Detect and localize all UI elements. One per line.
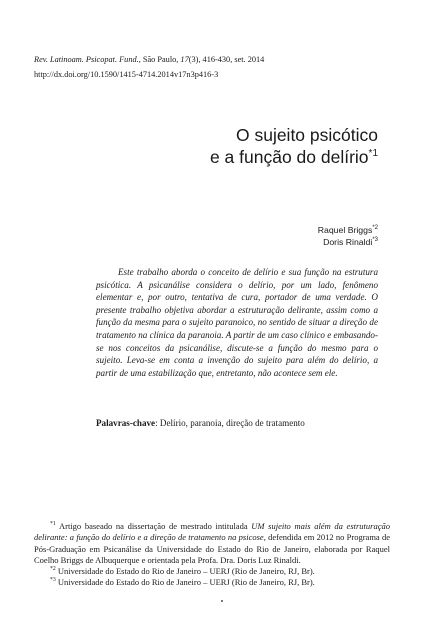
citation-line — [34, 52, 414, 67]
footnotes — [34, 521, 390, 589]
author-name: Raquel Briggs — [317, 225, 373, 235]
keywords-label: Palavras-chave — [96, 418, 156, 428]
author-list — [318, 224, 378, 248]
doi-link[interactable]: http://dx.doi.org/10.1590/1415-4714.2014v17n3p416-3 — [34, 70, 219, 79]
footnote-text: Universidade do Estado do Rio de Janeiro – UERJ (Rio de Janeiro, RJ, Br). — [55, 577, 315, 588]
journal-place: , São Paulo, — [138, 55, 181, 64]
footnote-text: , defendida em 2012 no Programa de Pós-Graduação em Psicanálise da Universidade do Estado do Rio de Janeiro, elaborada por Raquel Coelho Briggs de Albuquerque e orientada pela Profa. Dra. Doris Luz Rinaldi. — [34, 532, 391, 565]
footnote-mark: *1 — [50, 521, 56, 528]
author-1 — [318, 224, 378, 236]
author-2 — [318, 236, 378, 248]
article-title — [210, 124, 378, 168]
title-line-2: e a função do delírio — [209, 147, 369, 167]
keywords-separator: : — [155, 418, 160, 428]
footnote-text: Universidade do Estado do Rio de Janeiro – UERJ (Rio de Janeiro, RJ, Br). — [55, 566, 315, 577]
author-footnote-mark[interactable]: *2 — [372, 225, 378, 232]
page-marker-dot — [221, 600, 223, 602]
footnote-italic-title: UM sujeito mais além da estruturação delirante: a função do delírio e a direção de tratamento na psicose — [34, 521, 390, 543]
abstract: Este trabalho aborda o conceito de delírio e sua função na estrutura psicótica. A psicanálise considera o delírio, por um lado, fenômeno elementar e, por outro, tentativa de cura, portador de uma verdade. O presente trabalho objetiva abordar a estruturação delirante, assim como a função da mesma para o sujeito paranoico, no sentido de situar a direção de tratamento na clínica da paranoia. A partir de um caso clínico e embasando-se nos conceitos da psicanálise, discute-se a função do mesmo para o sujeito. Leva-se em conta a invenção do sujeito para além do delírio, a partir de uma estabilização que, entretanto, não acontece sem ele. — [96, 267, 378, 378]
journal-issue: (3), 416-430, set. 2014 — [188, 55, 265, 64]
keywords — [96, 417, 396, 429]
title-footnote-mark[interactable]: *1 — [368, 148, 378, 160]
footnote-3 — [34, 577, 390, 588]
footnote-2 — [34, 566, 390, 577]
footnote-text: Artigo baseado na dissertação de mestrado intitulada — [55, 521, 252, 531]
author-name: Doris Rinaldi — [323, 237, 373, 247]
journal-name: Rev. Latinoam. Psicopat. Fund. — [34, 55, 139, 64]
footnote-mark: *3 — [50, 577, 56, 584]
footnote-mark: *2 — [50, 566, 56, 573]
keywords-text: Delírio, paranoia, direção de tratamento — [159, 418, 305, 428]
author-footnote-mark[interactable]: *3 — [372, 237, 378, 244]
title-line-1: O sujeito psicótico — [235, 125, 378, 145]
citation-header — [34, 52, 414, 82]
footnote-1 — [34, 521, 390, 566]
journal-volume: 17 — [180, 55, 189, 64]
